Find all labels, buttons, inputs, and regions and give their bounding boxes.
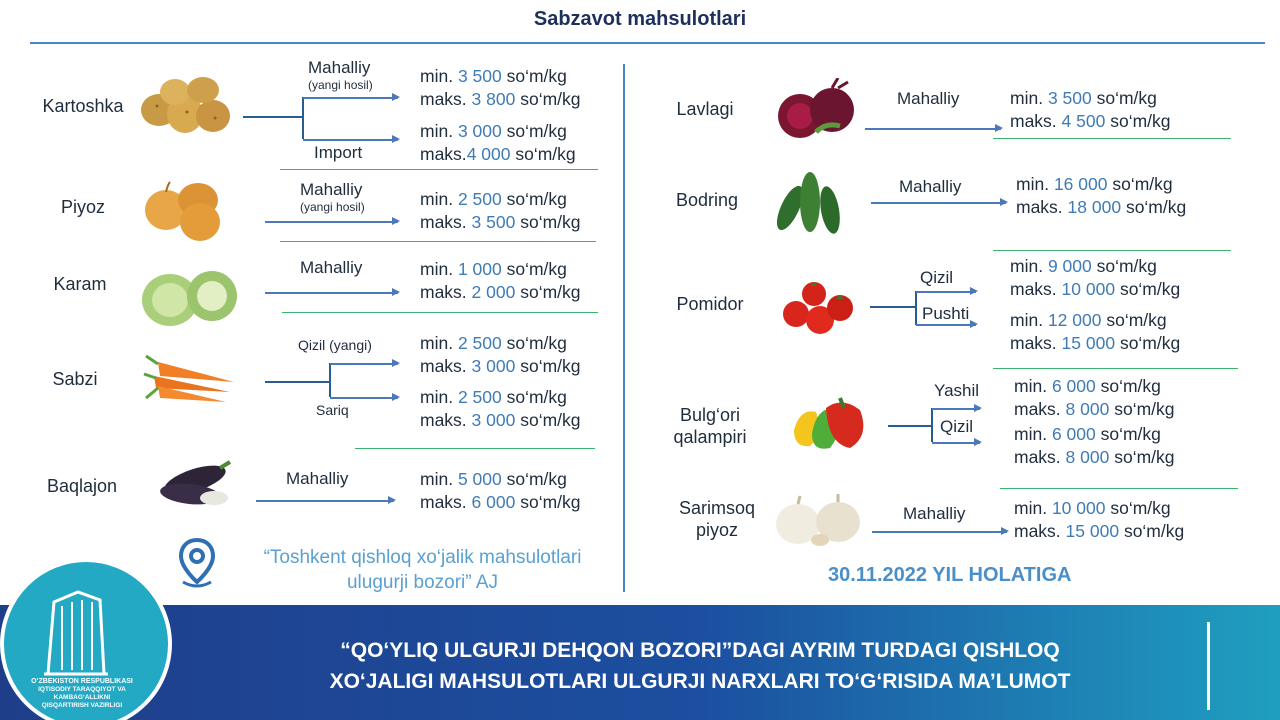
arrow-icon [330, 397, 398, 399]
kind-label: Mahalliy [286, 469, 349, 488]
arrow-icon [330, 363, 398, 365]
column-divider [623, 64, 625, 592]
veg-name-pomidor: Pomidor [676, 294, 744, 314]
arrow-icon [303, 139, 398, 141]
date-label: 30.11.2022 YIL HOLATIGA [828, 564, 1072, 586]
row-separator [993, 368, 1238, 369]
kind-label: Import [314, 143, 363, 162]
page-title: Sabzavot mahsulotlari [533, 8, 747, 30]
veg-name-karam: Karam [53, 274, 107, 294]
arrow-icon [303, 97, 398, 99]
branch-line [302, 97, 304, 139]
price-block: min. 2 500 so‘m/kg maks. 3 000 so‘m/kg [420, 387, 581, 430]
veg-name-piyoz: Piyoz [60, 197, 105, 217]
kind-label: Mahalliy (yangi hosil) [300, 180, 365, 214]
veg-name-lavlagi: Lavlagi [676, 99, 734, 119]
arrow-icon [256, 500, 394, 502]
arrow-icon [872, 531, 1007, 533]
row-separator [993, 138, 1231, 139]
garlic-image [772, 492, 864, 550]
arrow-icon [265, 292, 398, 294]
kind-label: Qizil [920, 268, 954, 287]
arrow-icon [916, 324, 976, 326]
price-block: min. 6 000 so‘m/kg maks. 8 000 so‘m/kg [1014, 424, 1175, 467]
eggplant-image [150, 458, 240, 508]
price-block: min. 5 000 so‘m/kg maks. 6 000 so‘m/kg [420, 469, 581, 512]
arrow-icon [865, 128, 1001, 130]
title-underline [30, 42, 1265, 44]
veg-name-baqlajon: Baqlajon [46, 476, 118, 496]
pepper-image [788, 394, 880, 456]
branch-line [931, 408, 933, 442]
kind-label: Mahalliy [903, 504, 966, 523]
map-pin-icon [178, 538, 216, 590]
kind-label: Mahalliy [899, 177, 962, 196]
arrow-icon [265, 221, 398, 223]
arrow-icon [871, 202, 1006, 204]
kind-label: Mahalliy [300, 258, 363, 277]
beet-image [772, 78, 860, 140]
arrow-icon [932, 408, 980, 410]
row-separator [280, 169, 598, 170]
kind-label: Sariq [316, 402, 349, 418]
branch-line [243, 116, 303, 118]
potato-image [135, 72, 235, 140]
row-separator [355, 448, 595, 449]
kind-label: Pushti [922, 304, 970, 323]
kind-label: Yashil [934, 381, 980, 400]
branch-line [915, 291, 917, 325]
price-block: min. 6 000 so‘m/kg maks. 8 000 so‘m/kg [1014, 376, 1175, 419]
kind-label: Qizil (yangi) [298, 337, 372, 353]
branch-line [888, 425, 932, 427]
price-block: min. 3 000 so‘m/kg maks.4 000 so‘m/kg [420, 121, 576, 164]
branch-line [870, 306, 916, 308]
branch-line [329, 363, 331, 397]
tomato-image [780, 278, 860, 338]
price-block: min. 3 500 so‘m/kg maks. 3 800 so‘m/kg [420, 66, 581, 109]
arrow-icon [916, 291, 976, 293]
price-block: min. 2 500 so‘m/kg maks. 3 500 so‘m/kg [420, 189, 581, 232]
row-separator [282, 312, 598, 313]
veg-name-bulgori-qalampiri: Bulg‘ori qalampiri [673, 405, 747, 447]
footer-divider [1207, 622, 1210, 710]
veg-name-sabzi: Sabzi [52, 369, 98, 389]
price-block: min. 16 000 so‘m/kg maks. 18 000 so‘m/kg [1016, 174, 1187, 217]
cabbage-image [140, 266, 240, 328]
kind-label: Mahalliy [897, 89, 960, 108]
veg-name-bodring: Bodring [675, 190, 739, 210]
onion-image [140, 180, 230, 245]
price-block: min. 9 000 so‘m/kg maks. 10 000 so‘m/kg [1010, 256, 1181, 299]
cucumber-image [772, 166, 847, 238]
footer-title: “QO‘YLIQ ULGURJI DEHQON BOZORI”DAGI AYRIM TURDAGI QISHLOQ XO‘JALIGI MAHSULOTLARI ULGURJI NARXLARI TO‘G‘RISIDA MA’LUMOT [329, 639, 1071, 693]
price-block: min. 2 500 so‘m/kg maks. 3 000 so‘m/kg [420, 333, 581, 376]
veg-name-sarimsoq-piyoz: Sarimsoq piyoz [678, 498, 756, 540]
row-separator [1000, 488, 1238, 489]
row-separator [280, 241, 596, 242]
market-location: “Toshkent qishloq xo‘jalik mahsulotlari ulugurji bozori” AJ [263, 547, 582, 593]
row-separator [993, 250, 1231, 251]
carrot-image [140, 352, 240, 408]
ministry-caption: O‘ZBEKISTON RESPUBLIKASI IQTISODIY TARAQQIYOT VA KAMBAG‘ALLIKNI QISQARTIRISH VAZIRLIGI [31, 678, 133, 709]
kind-label: Mahalliy (yangi hosil) [308, 58, 373, 92]
price-block: min. 3 500 so‘m/kg maks. 4 500 so‘m/kg [1010, 88, 1171, 131]
branch-line [265, 381, 330, 383]
veg-name-kartoshka: Kartoshka [42, 96, 124, 116]
arrow-icon [932, 442, 980, 444]
price-block: min. 12 000 so‘m/kg maks. 15 000 so‘m/kg [1010, 310, 1181, 353]
price-block: min. 1 000 so‘m/kg maks. 2 000 so‘m/kg [420, 259, 581, 302]
kind-label: Qizil [940, 417, 974, 436]
price-block: min. 10 000 so‘m/kg maks. 15 000 so‘m/kg [1014, 498, 1185, 541]
